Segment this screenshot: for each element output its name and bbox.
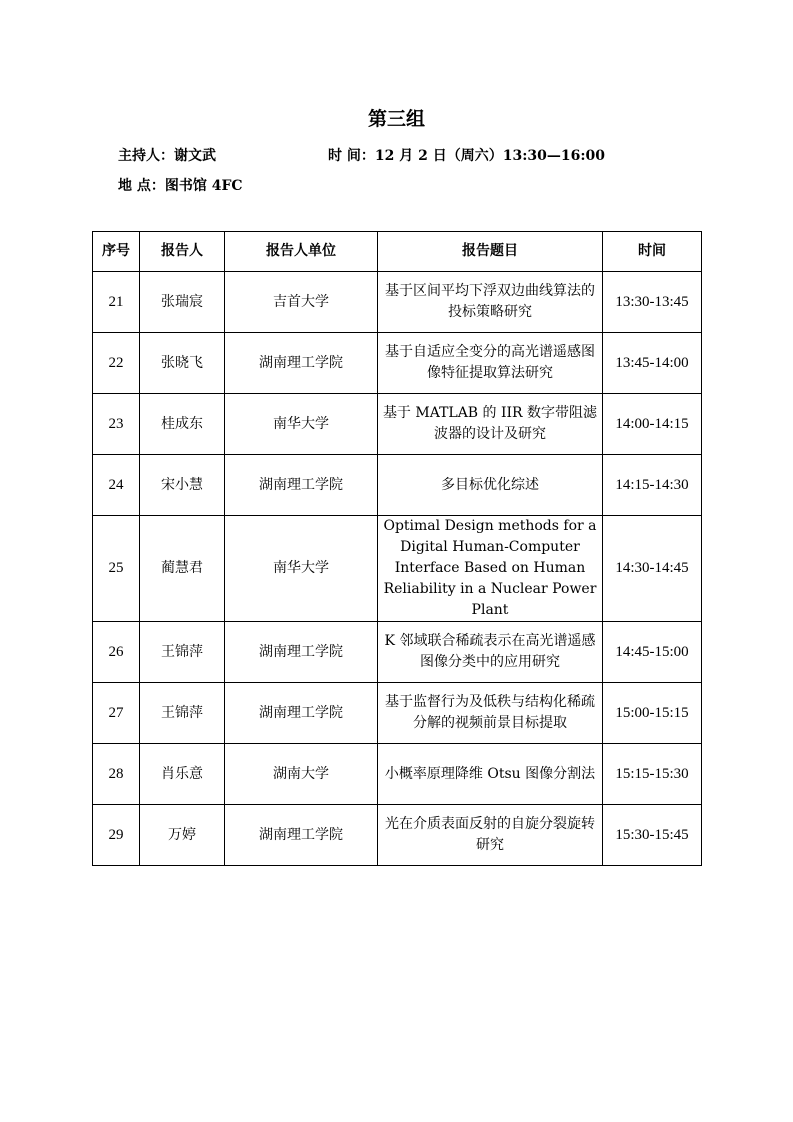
header-affiliation: 报告人单位 xyxy=(225,232,378,272)
table-row xyxy=(93,394,702,455)
cell-speaker: 张瑞宸 xyxy=(140,272,225,333)
table-header-row xyxy=(93,232,702,272)
cell-topic: 光在介质表面反射的自旋分裂旋转研究 xyxy=(378,805,603,866)
cell-number: 24 xyxy=(93,455,140,516)
cell-number: 25 xyxy=(93,516,140,622)
cell-topic: 基于 MATLAB 的 IIR 数字带阻滤波器的设计及研究 xyxy=(378,394,603,455)
header-time: 时间 xyxy=(603,232,702,272)
cell-topic: 基于区间平均下浮双边曲线算法的投标策略研究 xyxy=(378,272,603,333)
table-row xyxy=(93,805,702,866)
cell-number: 29 xyxy=(93,805,140,866)
table-row xyxy=(93,333,702,394)
cell-number: 26 xyxy=(93,622,140,683)
cell-speaker: 王锦萍 xyxy=(140,683,225,744)
table-row xyxy=(93,683,702,744)
header-topic: 报告题目 xyxy=(378,232,603,272)
cell-topic: 小概率原理降维 Otsu 图像分割法 xyxy=(378,744,603,805)
table-row xyxy=(93,272,702,333)
header-speaker: 报告人 xyxy=(140,232,225,272)
cell-time: 14:30-14:45 xyxy=(603,516,702,622)
page-title: 第三组 xyxy=(367,108,425,130)
cell-speaker: 桂成东 xyxy=(140,394,225,455)
host-info: 主持人：谢文武 xyxy=(118,148,216,164)
table-row xyxy=(93,455,702,516)
cell-speaker: 宋小慧 xyxy=(140,455,225,516)
location-info: 地 点：图书馆 4FC xyxy=(118,178,243,194)
cell-number: 28 xyxy=(93,744,140,805)
cell-affiliation: 湖南理工学院 xyxy=(225,455,378,516)
cell-time: 15:30-15:45 xyxy=(603,805,702,866)
cell-number: 21 xyxy=(93,272,140,333)
cell-speaker: 蔺慧君 xyxy=(140,516,225,622)
table-row xyxy=(93,622,702,683)
cell-affiliation: 南华大学 xyxy=(225,516,378,622)
cell-time: 15:00-15:15 xyxy=(603,683,702,744)
cell-topic: 多目标优化综述 xyxy=(378,455,603,516)
table-row xyxy=(93,516,702,622)
session-time-info: 时 间：12 月 2 日（周六）13:30—16:00 xyxy=(328,148,605,164)
cell-speaker: 肖乐意 xyxy=(140,744,225,805)
cell-time: 13:30-13:45 xyxy=(603,272,702,333)
cell-number: 22 xyxy=(93,333,140,394)
header-number: 序号 xyxy=(93,232,140,272)
cell-affiliation: 湖南理工学院 xyxy=(225,333,378,394)
table-row xyxy=(93,744,702,805)
cell-speaker: 张晓飞 xyxy=(140,333,225,394)
cell-affiliation: 南华大学 xyxy=(225,394,378,455)
cell-speaker: 万婷 xyxy=(140,805,225,866)
cell-affiliation: 湖南理工学院 xyxy=(225,683,378,744)
cell-time: 13:45-14:00 xyxy=(603,333,702,394)
cell-number: 27 xyxy=(93,683,140,744)
cell-affiliation: 湖南理工学院 xyxy=(225,805,378,866)
schedule-table xyxy=(92,231,702,866)
cell-topic: Optimal Design methods for a Digital Human-Computer Interface Based on Human Reliability in a Nuclear Power Plant xyxy=(378,516,603,622)
cell-time: 14:45-15:00 xyxy=(603,622,702,683)
cell-time: 15:15-15:30 xyxy=(603,744,702,805)
cell-time: 14:00-14:15 xyxy=(603,394,702,455)
cell-affiliation: 吉首大学 xyxy=(225,272,378,333)
cell-affiliation: 湖南理工学院 xyxy=(225,622,378,683)
cell-topic: 基于自适应全变分的高光谱遥感图像特征提取算法研究 xyxy=(378,333,603,394)
cell-affiliation: 湖南大学 xyxy=(225,744,378,805)
cell-topic: K 邻域联合稀疏表示在高光谱遥感图像分类中的应用研究 xyxy=(378,622,603,683)
cell-topic: 基于监督行为及低秩与结构化稀疏分解的视频前景目标提取 xyxy=(378,683,603,744)
cell-speaker: 王锦萍 xyxy=(140,622,225,683)
cell-number: 23 xyxy=(93,394,140,455)
cell-time: 14:15-14:30 xyxy=(603,455,702,516)
